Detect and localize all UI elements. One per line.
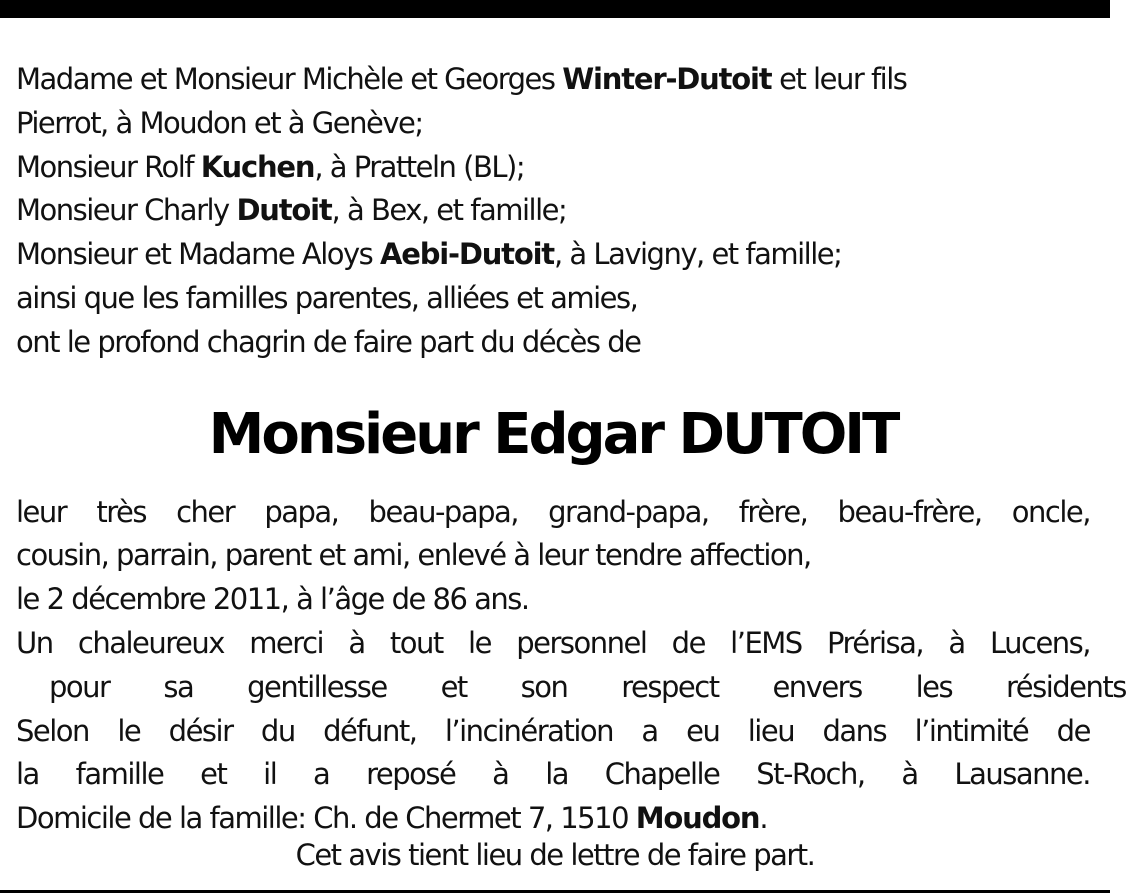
word: envers <box>772 669 862 704</box>
chapel-line <box>16 753 1090 797</box>
word: l’intimité <box>914 713 1029 748</box>
word: tout <box>389 625 443 660</box>
word: l’EMS <box>730 625 802 660</box>
family-line-6: ainsi que les familles parentes, alliées et amies, <box>16 280 638 315</box>
word: papa, <box>264 494 339 529</box>
word: oncle, <box>1011 494 1090 529</box>
word: famille <box>75 757 164 792</box>
family-line-5: Monsieur et Madame Aloys Aebi-Dutoit, à Lavigny, et famille; <box>16 237 842 272</box>
word: reposé <box>366 757 456 792</box>
word: Chapelle <box>604 757 720 792</box>
word: Selon <box>16 713 89 748</box>
word: désir <box>168 713 233 748</box>
word: eu <box>686 713 720 748</box>
word: cher <box>176 494 235 529</box>
word: Un <box>16 625 53 660</box>
word: à <box>492 757 509 792</box>
word: frère, <box>738 494 808 529</box>
surname-bold: Winter-Dutoit <box>562 62 772 96</box>
thanks-line-2 <box>16 666 1126 710</box>
word: de <box>671 625 705 660</box>
family-line-4: Monsieur Charly Dutoit, à Bex, et famille; <box>16 193 567 228</box>
word: respect <box>621 669 719 704</box>
word: à <box>348 625 365 660</box>
word: a <box>641 713 658 748</box>
top-border-rule <box>0 0 1110 18</box>
word: personnel <box>516 625 647 660</box>
word: du <box>260 713 295 748</box>
relation-line-2: cousin, parrain, parent et ami, enlevé à leur tendre affection, <box>16 538 811 573</box>
surname-bold: Kuchen <box>200 149 315 184</box>
word: a <box>313 757 330 792</box>
family-line-2: Pierrot, à Moudon et à Genève; <box>16 105 423 140</box>
word: Lausanne. <box>954 757 1090 792</box>
word: à <box>948 625 965 660</box>
obituary-notice <box>16 58 1126 841</box>
word: beau-papa, <box>368 494 518 529</box>
family-line-7: ont le profond chagrin de faire part du décès de <box>16 324 641 359</box>
word: le <box>117 713 141 748</box>
word: leur <box>16 494 67 529</box>
word: le <box>468 625 491 660</box>
word: l’incinération <box>444 713 614 748</box>
word: défunt, <box>323 713 417 748</box>
word: pour <box>49 669 110 704</box>
thanks-line-1 <box>16 622 1090 666</box>
word: il <box>263 757 277 792</box>
word: Prérisa, <box>826 625 924 660</box>
word: Lucens, <box>989 625 1090 660</box>
word: de <box>1056 713 1090 748</box>
deceased-name: Monsieur Edgar DUTOIT <box>208 401 898 467</box>
wish-line <box>16 710 1090 754</box>
family-line-3: Monsieur Rolf Kuchen, à Pratteln (BL); <box>16 149 525 184</box>
surname-bold: Aebi-Dutoit <box>380 237 554 272</box>
word: sa <box>163 669 194 704</box>
word: la <box>16 757 39 792</box>
deceased-name-block <box>16 365 1090 491</box>
relation-line-1 <box>16 491 1090 535</box>
word: gentillesse <box>247 669 387 704</box>
word: merci <box>249 625 324 660</box>
word: dans <box>822 713 887 748</box>
word: la <box>545 757 569 792</box>
word: son <box>520 669 568 704</box>
word: beau-frère, <box>837 494 982 529</box>
bottom-border-rule <box>0 890 1110 893</box>
word: grand-papa, <box>548 494 709 529</box>
word: chaleureux <box>77 625 224 660</box>
word: et <box>200 757 227 792</box>
family-line-1: Madame et Monsieur Michèle et Georges Winter-Dutoit et leur fils <box>16 62 907 96</box>
surname-bold: Dutoit <box>236 193 332 228</box>
word: résidents <box>1005 669 1126 704</box>
word: les <box>915 669 953 704</box>
word: à <box>901 757 918 792</box>
date-line: le 2 décembre 2011, à l’âge de 86 ans. <box>16 582 529 617</box>
closing-note: Cet avis tient lieu de lettre de faire part. <box>295 838 815 872</box>
word: St-Roch, <box>756 757 865 792</box>
domicile-line: Domicile de la famille: Ch. de Chermet 7, 1510 Moudon. <box>16 801 768 836</box>
word: lieu <box>747 713 795 748</box>
word: très <box>96 494 146 529</box>
town-bold: Moudon <box>635 801 760 836</box>
word: et <box>440 669 467 704</box>
